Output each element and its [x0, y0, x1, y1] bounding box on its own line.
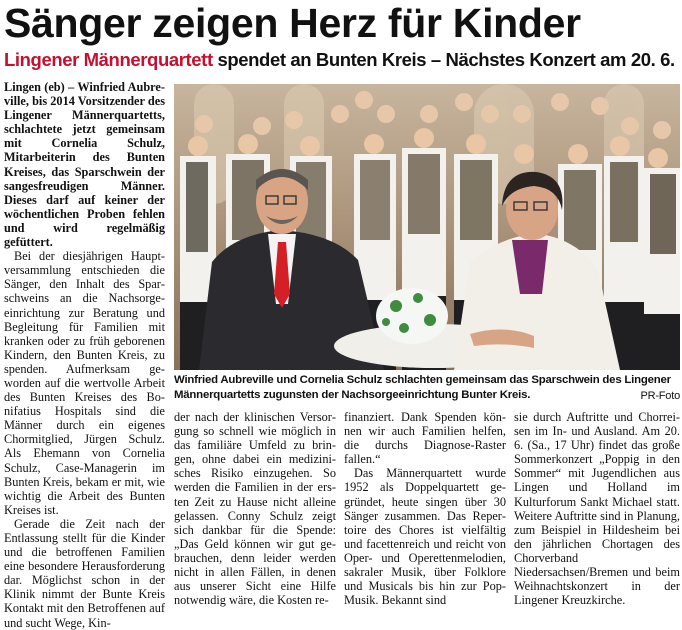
body-paragraph: der nach der klinischen Versorgung so schnell wie möglich in das familiäre Umfeld zu bringen, ohne dabei ein medizinisches Risiko einzugehen. So werden die Familien in der ersten Zeit zu Hause nicht alleine gelassen. Conny Schulz zeigt sich dankbar für die Spende: „Das Geld können wir gut gebrauchen, denn leider werden nicht in allen Fällen, in denen aus unserer Sicht eine Hilfe notwendig wäre, die Kosten re-	[174, 410, 336, 608]
lead-paragraph: Lingen (eb) – Winfried Aubreville, bis 2014 Vorsitzender des Lingener Männerquartetts, schlachtete jetzt gemeinsam mit Cornelia Schulz, Mitarbeiterin des Bunten Kreises, das Sparschwein der sangesfreudigen Männer. Dieses darf auf keiner der wöchentlichen Proben fehlen und wird regelmäßig gefüttert.	[4, 80, 165, 250]
photo-illustration	[174, 84, 680, 370]
piggy-bank	[376, 288, 448, 344]
body-paragraph: Gerade die Zeit nach der Entlassung stellt für die Kinder und die betroffenen Familien eine besondere Herausforderung dar. Möglichst schon in der Klinik nimmt der Bunte Kreis Kontakt mit den Betroffenen auf und sucht Wege, Kin-	[4, 516, 165, 630]
text-column-1	[4, 80, 165, 630]
headline: Sänger zeigen Herz für Kinder	[4, 0, 581, 46]
subheadline-rest: spendet an Bunten Kreis – Nächstes Konzert am 20. 6.	[212, 49, 675, 70]
body-paragraph: Das Männerquartett wurde 1952 als Doppelquartett gegründet, heute singen über 30 Sänger zusammen. Das Repertoire des Chores ist vielfältig und facettenreich und reicht von Oper- und Operettenmelodien, sakraler Musik, über Folklore und Musicals bis hin zur Pop-Musik. Bekannt sind	[344, 466, 506, 608]
body-paragraph: Bei der diesjährigen Hauptversammlung entschieden die Sänger, den Inhalt des Sparschweins an die Nachsorgeeinrichtung zur Beratung und Begleitung für Familien mit kranken oder zu früh geborenen Kindern, den Bunten Kreis, zu spenden. Aufmerksam geworden auf die wertvolle Arbeit des Bunten Kreises des Bonifatius Hospitals sind die Männer durch ein eigenes Chormitglied, Jürgen Schulz. Als Ehemann von Cornelia Schulz, Case-Managerin im Bunten Kreis, bekam er mit, wie wichtig die Arbeit des Bunten Kreises ist.	[4, 249, 165, 517]
photo-caption	[174, 373, 680, 407]
photo-credit: PR-Foto	[640, 390, 680, 402]
caption-text: Winfried Aubreville und Cornelia Schulz schlachten gemeinsam das Sparschwein des Lingener Männerquartetts zugunsten der Nachsorgeeinrichtung Bunter Kreis.	[174, 374, 671, 401]
subheadline-highlight: Lingener Männerquartett	[4, 49, 213, 70]
subheadline	[4, 49, 680, 71]
body-paragraph: finanziert. Dank Spenden können wir auch Familien helfen, die durchs Diagnose-Raster fallen.“	[344, 410, 506, 467]
body-paragraph: sie durch Auftritte und Chorreisen im In- und Ausland. Am 20. 6. (Sa., 17 Uhr) findet das große Sommerkonzert „Poppig in den Sommer“ mit Jugendlichen aus Lingen und Holland im Kulturforum Sankt Michael statt. Weitere Auftritte sind in Planung, zum Beispiel in Hildesheim bei den jährlichen Chortagen des Chorverband Niedersachsen/Bremen und beim Weihnachtskonzert in der Lingener Kreuzkirche.	[514, 410, 680, 608]
text-column-4	[514, 410, 680, 609]
text-column-3	[344, 410, 506, 609]
text-column-2	[174, 410, 336, 609]
article-photo	[174, 84, 680, 370]
